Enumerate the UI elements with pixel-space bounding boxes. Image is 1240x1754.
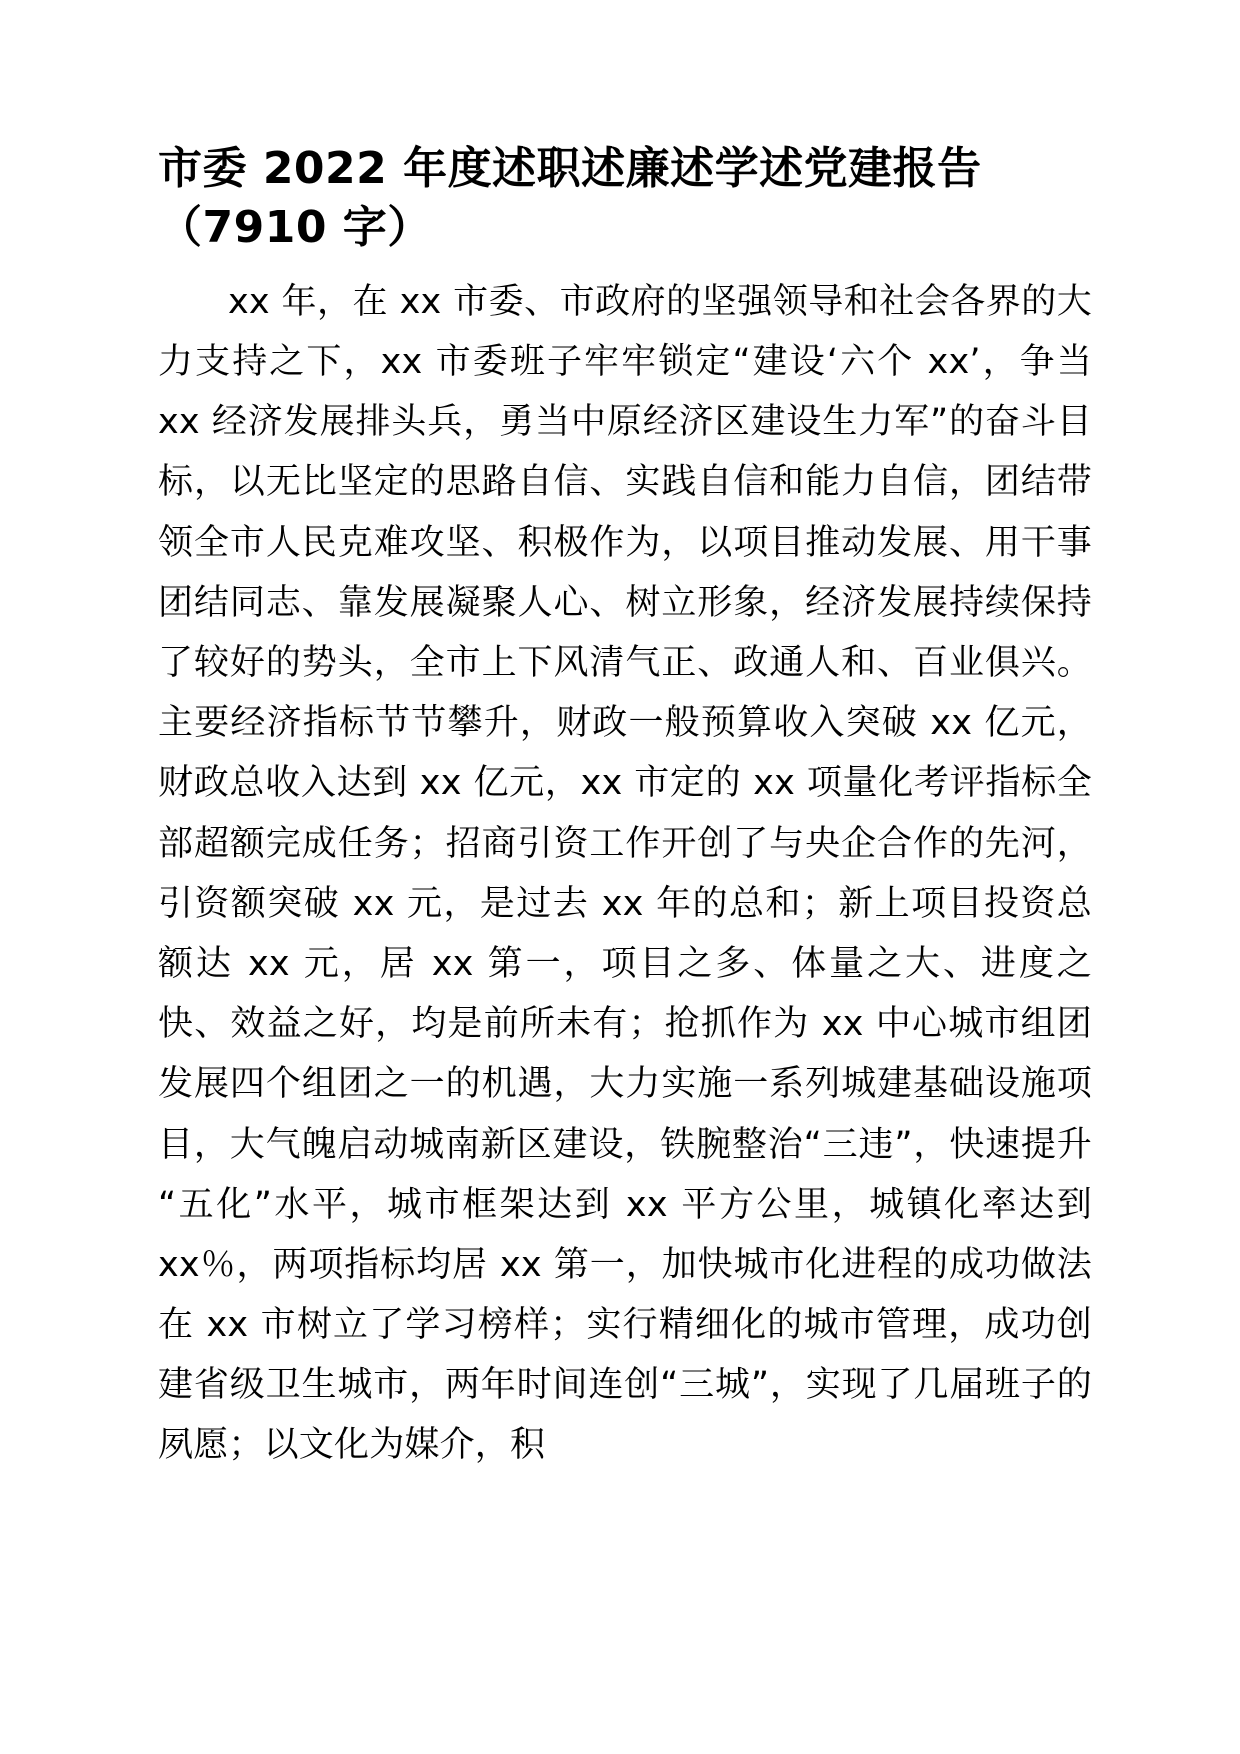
body-paragraph: xx 年，在 xx 市委、市政府的坚强领导和社会各界的大力支持之下，xx 市委班子牢牢锁定“建设‘六个 xx’，争当 xx 经济发展排头兵，勇当中原经济区建设生力军”的奋斗目标，以无比坚定的思路自信、实践自信和能力自信，团结带领全市人民克难攻坚、积极作为，以项目推动发展、用干事团结同志、靠发展凝聚人心、树立形象，经济发展持续保持了较好的势头，全市上下风清气正、政通人和、百业俱兴。主要经济指标节节攀升，财政一般预算收入突破 xx 亿元，财政总收入达到 xx 亿元，xx 市定的 xx 项量化考评指标全部超额完成任务；招商引资工作开创了与央企合作的先河，引资额突破 xx 元，是过去 xx 年的总和；新上项目投资总额达 xx 元，居 xx 第一，项目之多、体量之大、进度之快、效益之好，均是前所未有；抢抓作为 xx 中心城市组团发展四个组团之一的机遇，大力实施一系列城建基础设施项目，大气魄启动城南新区建设，铁腕整治“三违”，快速提升“五化”水平，城市框架达到 xx 平方公里，城镇化率达到 xx％，两项指标均居 xx 第一，加快城市化进程的成功做法在 xx 市树立了学习榜样；实行精细化的城市管理，成功创建省级卫生城市，两年时间连创“三城”，实现了几届班子的夙愿；以文化为媒介，积 — [158, 281, 1092, 1466]
page-title: 市委 2022 年度述职述廉述学述党建报告（7910 字） — [158, 143, 982, 253]
document-body — [158, 272, 1092, 1476]
